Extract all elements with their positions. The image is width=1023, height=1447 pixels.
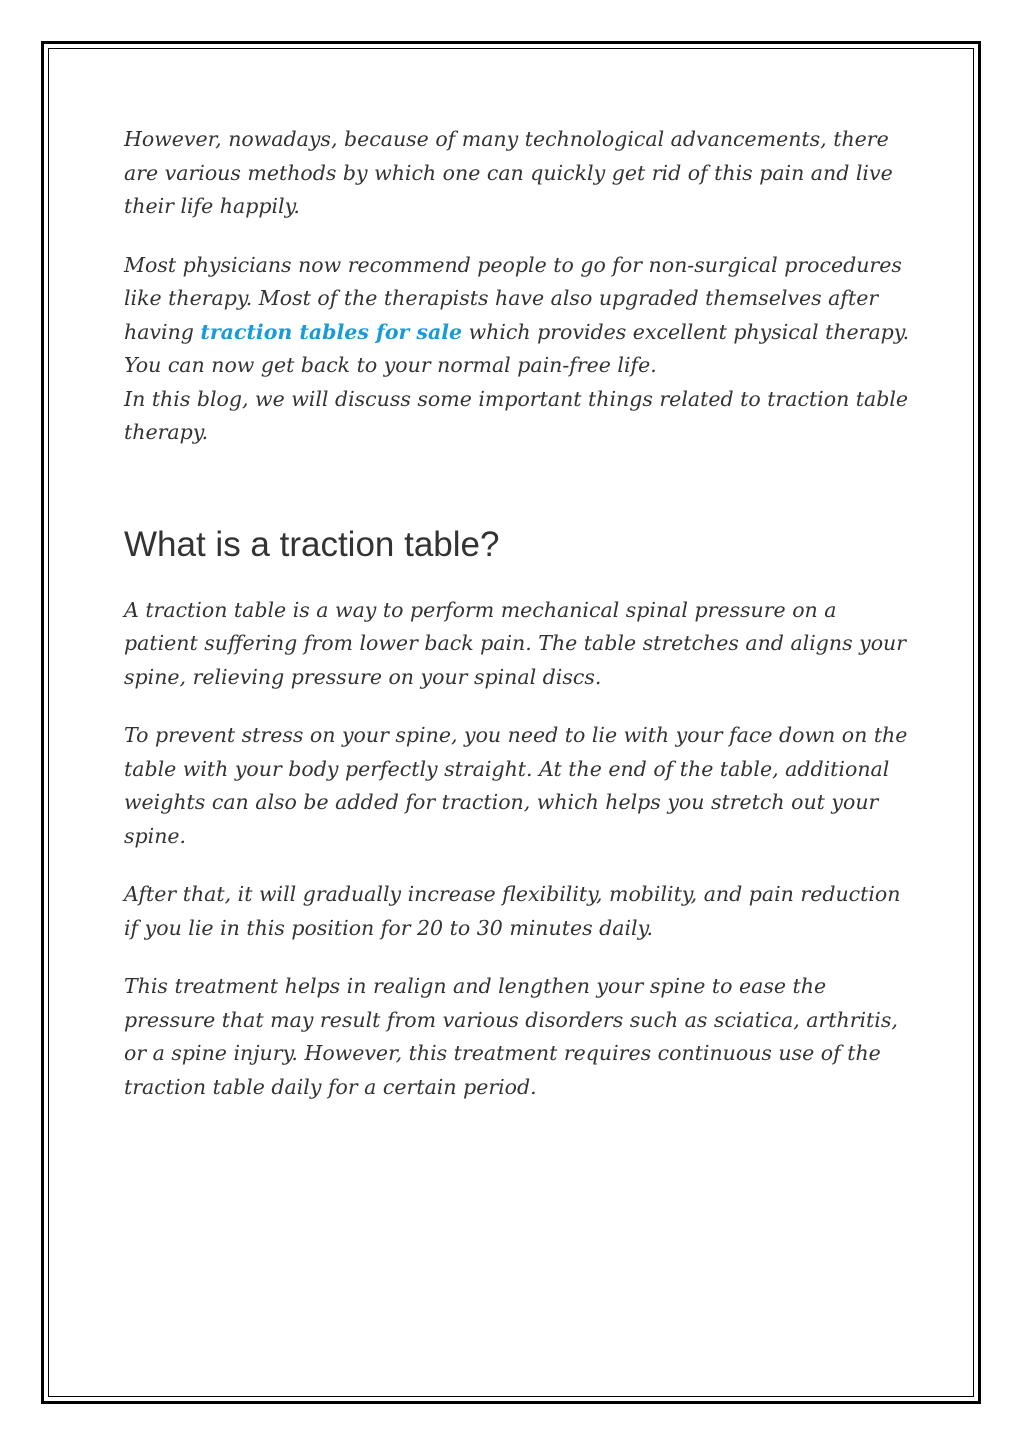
treatment-paragraph (124, 970, 914, 1104)
benefits-text: After that, it will gradually increase flexibility, mobility, and pain reduction if you lie in this position for 20 to 30 minutes daily. (124, 882, 901, 940)
document-body (124, 123, 914, 1129)
definition-text: A traction table is a way to perform mechanical spinal pressure on a patient suffering from lower back pain. The table stretches and aligns your spine, relieving pressure on your spinal discs. (124, 597, 907, 689)
positioning-text: To prevent stress on your spine, you need to lie with your face down on the table with your body perfectly straight. At the end of the table, additional weights can also be added for traction, which helps you stretch out your spine. (124, 723, 908, 848)
blog-intro-paragraph (124, 383, 914, 450)
recommendation-text-before-link: Most physicians now recommend people to go for non-surgical procedures like therapy. Most of the therapists have also upgraded themselves after having (124, 252, 902, 344)
treatment-text: This treatment helps in realign and lengthen your spine to ease the pressure that may result from various disorders such as sciatica, arthritis, or a spine injury. However, this treatment requires continuous use of the traction table daily for a certain period. (124, 974, 898, 1099)
intro-paragraph (124, 123, 914, 224)
recommendation-text-after-link: which provides excellent physical therapy. You can now get back to your normal pain-free life. (124, 319, 910, 377)
blog-intro-text: In this blog, we will discuss some important things related to traction table therapy. (124, 386, 909, 444)
benefits-paragraph (124, 878, 914, 945)
recommendation-paragraph (124, 249, 914, 383)
definition-paragraph (124, 594, 914, 695)
traction-tables-link[interactable]: traction tables for sale (200, 319, 463, 344)
intro-paragraph-text: However, nowadays, because of many technological advancements, there are various methods by which one can quickly get rid of this pain and live their life happily. (124, 127, 893, 218)
section-heading: What is a traction table? (124, 524, 500, 564)
positioning-paragraph (124, 719, 914, 853)
